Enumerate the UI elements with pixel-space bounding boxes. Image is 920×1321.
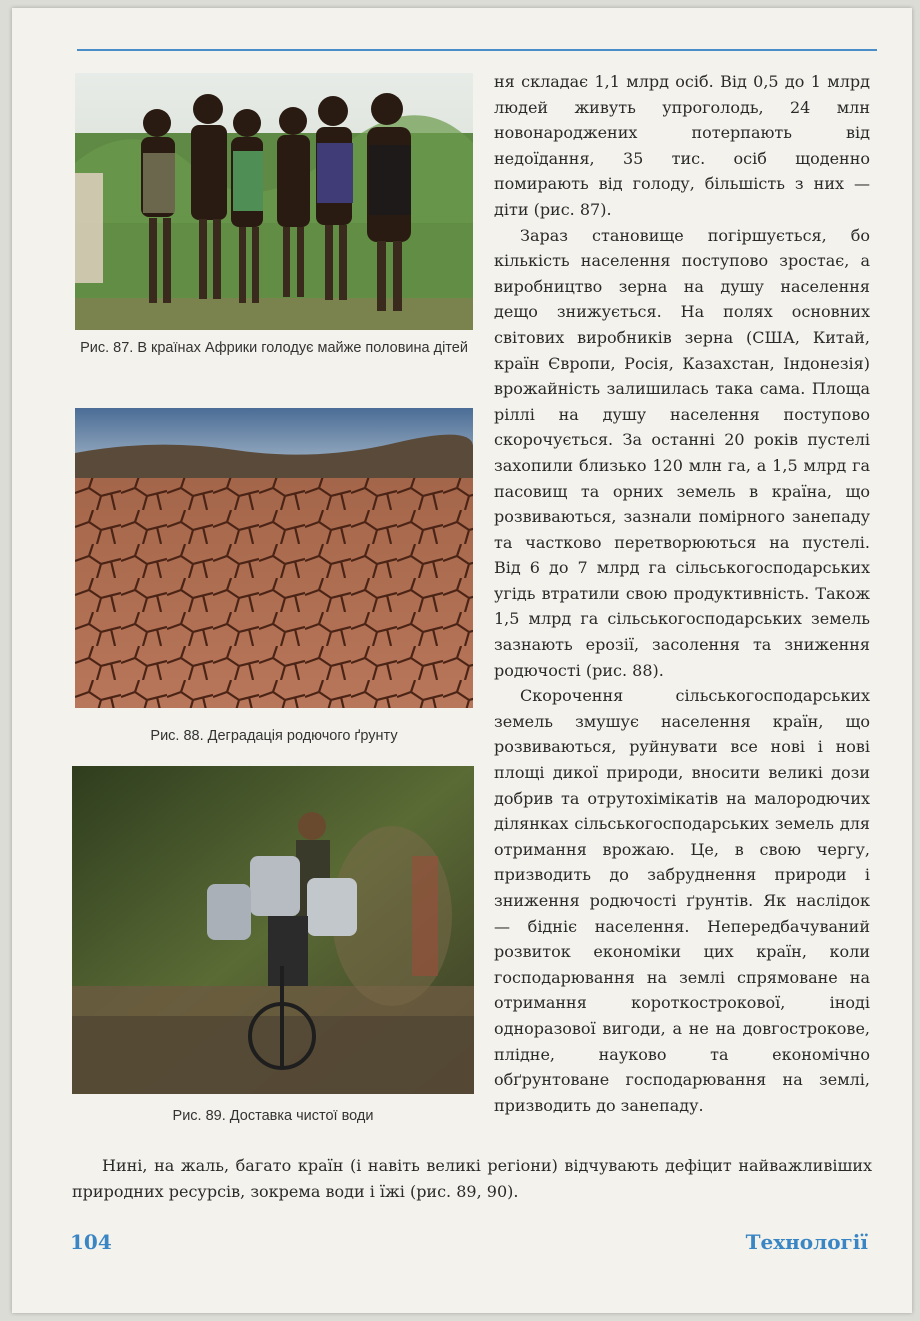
page-number: 104 xyxy=(70,1230,112,1254)
figure-87-caption: Рис. 87. В країнах Африки голодує майже половина дітей xyxy=(80,340,468,356)
header-rule xyxy=(77,49,877,51)
figure-89-photo xyxy=(72,766,474,1094)
paragraph: Скорочення сільськогосподарських земель змушує населення країн, що розвиваються, руйнувати все нові і нові площі дикої природи, вносити великі дози добрив та отрутохімікатів на малородючих ділянках сільськогосподарських земель для отримання врожаю. Це, в свою чергу, призводить до забруднення природи і зниження родючості ґрунтів. Як наслідок — бідніє населення. Непередбачуваний розвиток економіки цих країн, коли господарювання на землі спрямоване на отримання короткострокової, іноді одноразової вигоди, а не на довгострокове, плідне, науково та економічно обґрунтоване господарювання на землі, призводить до занепаду. xyxy=(494,686,870,1115)
paragraph: Зараз становище погіршується, бо кількість населення поступово зростає, а виробництво зерна на душу населення дещо знижується. На полях основних світових виробників зерна (США, Китай, країн Європи, Росія, Казахстан, Індонезія) врожайність залишилась така сама. Площа ріллі на душу населення поступово скорочується. За останні 20 років пустелі захопили близько 120 млн га, а 1,5 млрд га пасовищ та орних земель в країна, що розвиваються, зазнали помірного занепаду та частково перетворюються на пустелі. Від 6 до 7 млрд га сільськогосподарських угідь втратили свою продуктивність. Також 1,5 млрд га сільськогосподарських земель зазнають ерозії, засолення та зниження родючості (рис. 88). xyxy=(494,225,870,680)
text-column xyxy=(494,69,870,1118)
full-width-text xyxy=(72,1153,872,1204)
textbook-page xyxy=(12,8,912,1313)
figure-89-caption: Рис. 89. Доставка чистої води xyxy=(172,1108,374,1124)
paragraph: Нині, на жаль, багато країн (і навіть великі регіони) відчувають дефіцит найважливіших природних ресурсів, зокрема води і їжі (рис. 89, 90). xyxy=(72,1156,872,1201)
paragraph: ня складає 1,1 млрд осіб. Від 0,5 до 1 млрд людей живуть упроголодь, 24 млн новонароджених потерпають від недоїдання, 35 тис. осіб щоденно помирають від голоду, більшість з них — діти (рис. 87). xyxy=(494,72,870,219)
figure-88-photo xyxy=(75,408,473,708)
figure-87-photo xyxy=(75,73,473,330)
figure-88-caption: Рис. 88. Деградація родючого ґрунту xyxy=(150,728,398,744)
section-title: Технології xyxy=(745,1230,868,1254)
